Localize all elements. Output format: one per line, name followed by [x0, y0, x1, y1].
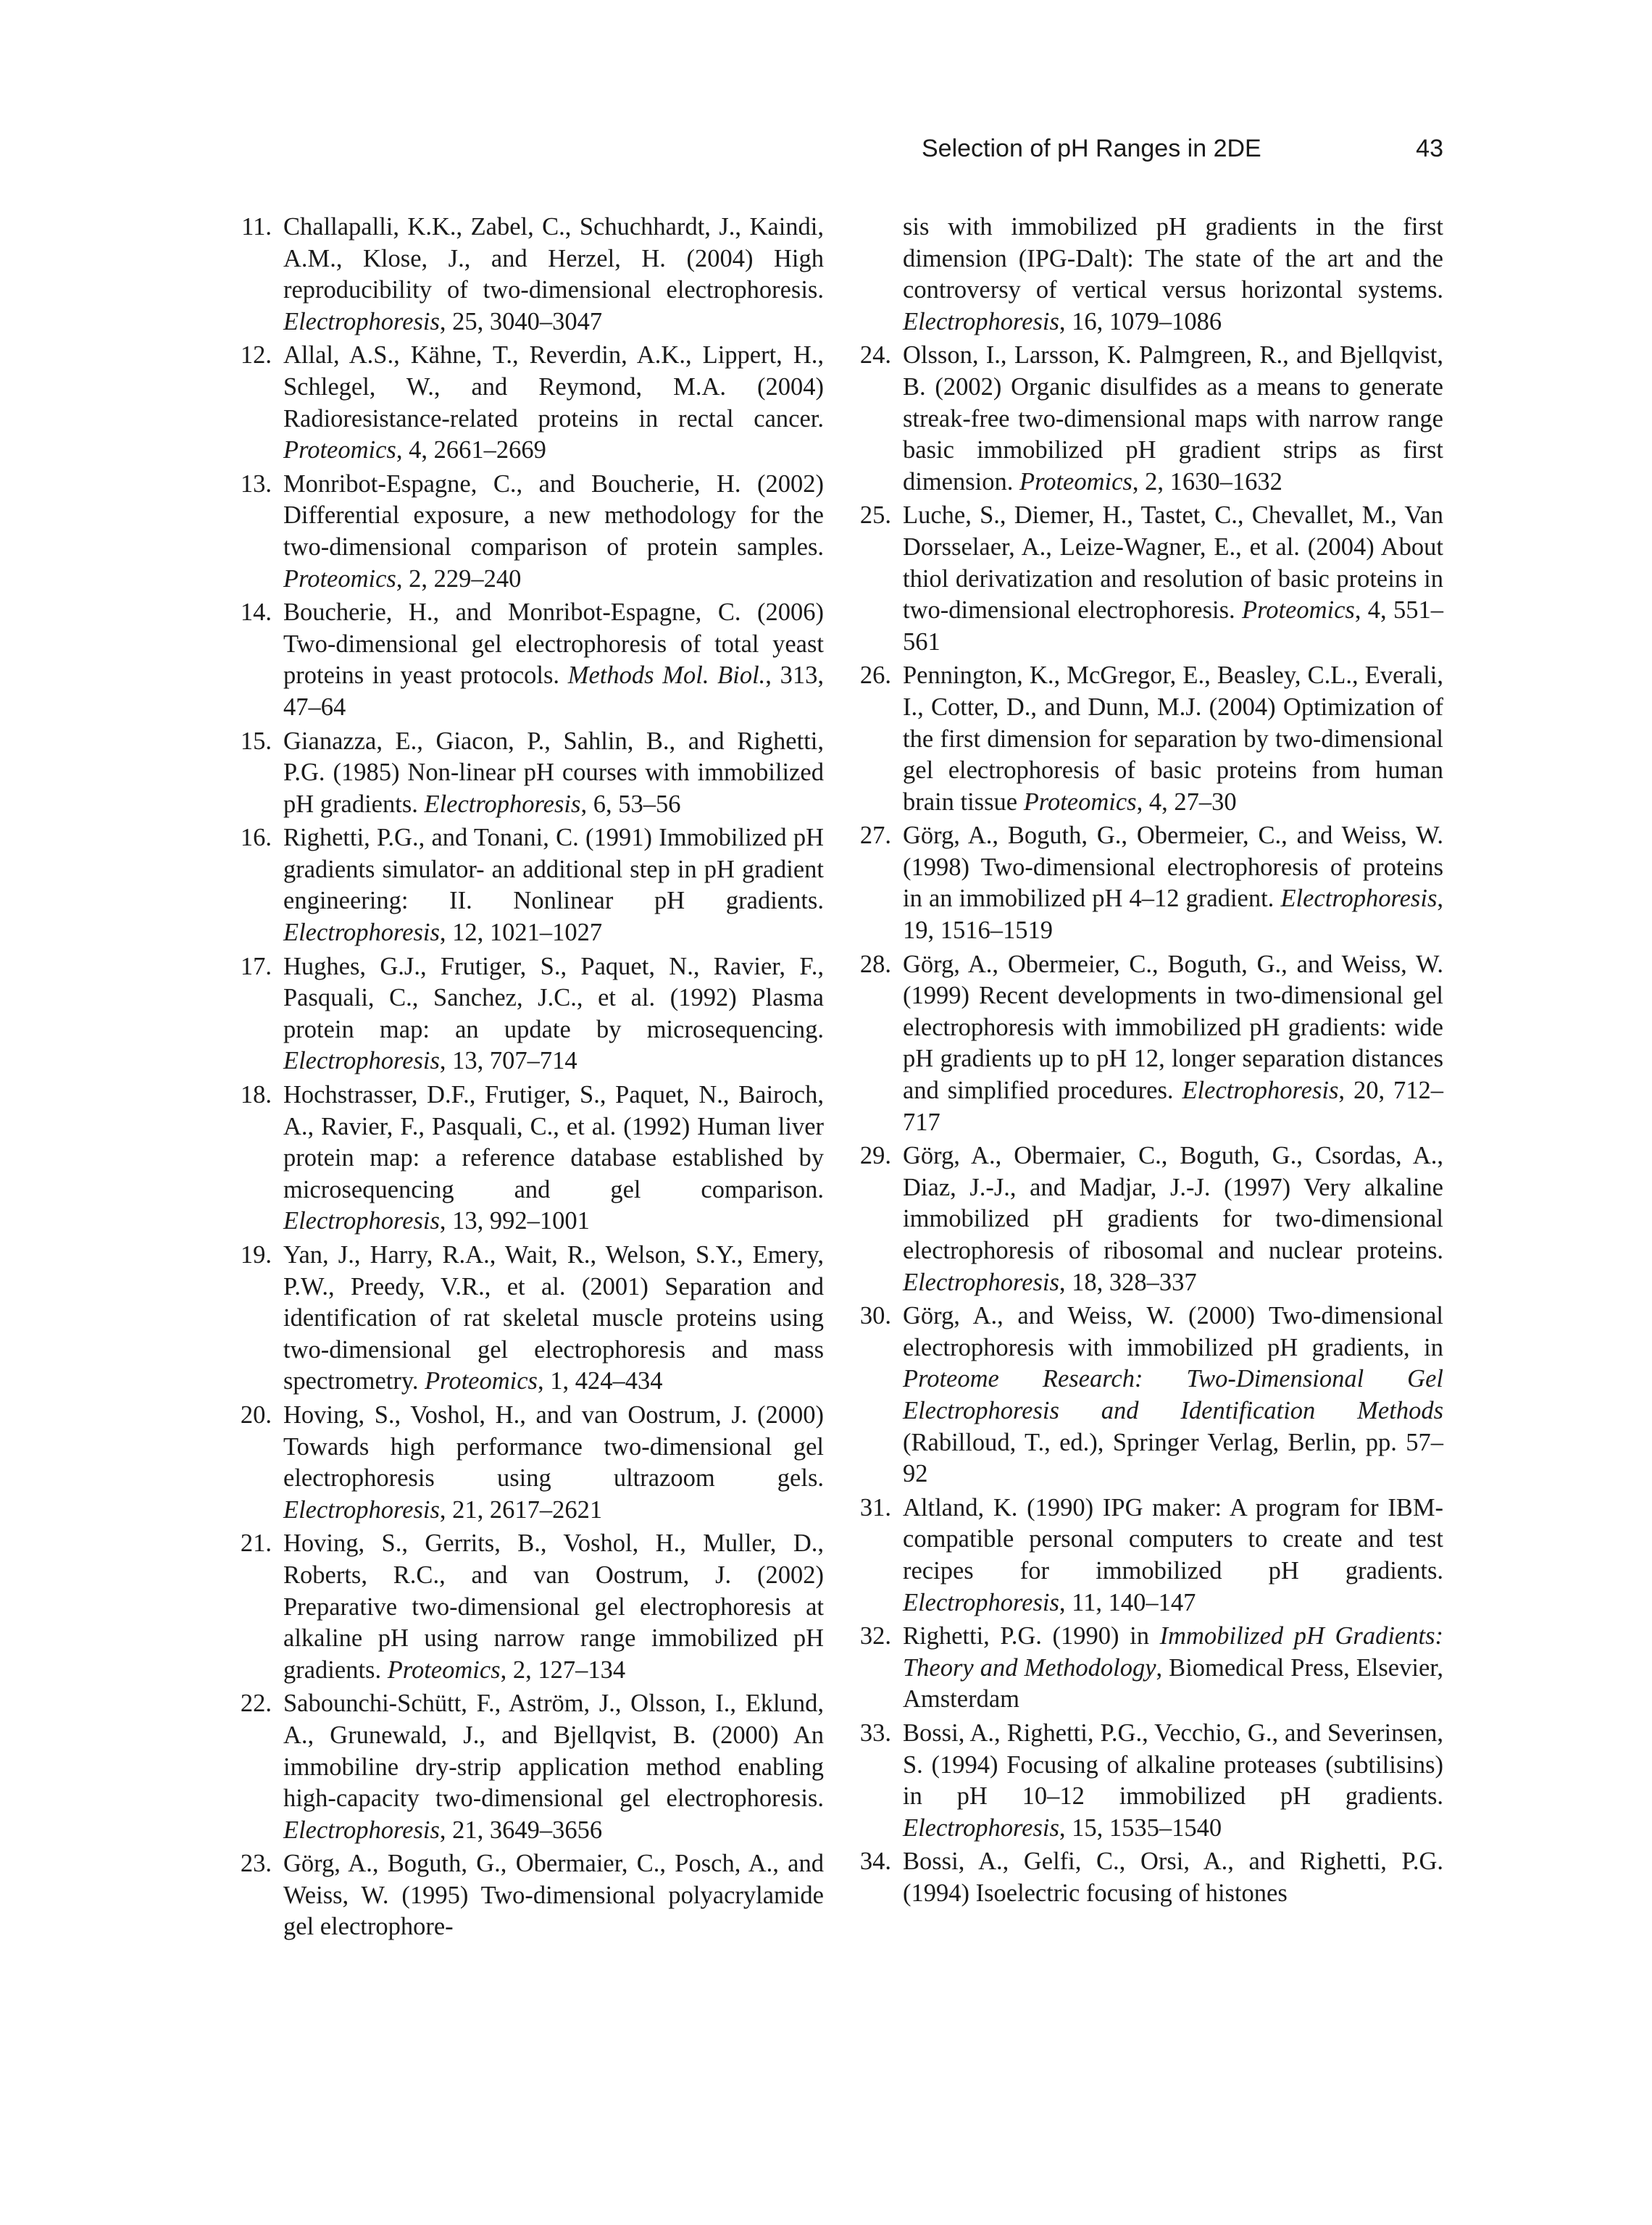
- journal-title: Electrophoresis: [903, 1588, 1059, 1616]
- reference-item: 18. Hochstrasser, D.F., Frutiger, S., Paquet, N., Bairoch, A., Ravier, F., Pasquali, C., et al. (1992) Human liver protein map: a reference database established by microsequencing and gel comparison. Electrophoresis, 13, 992–1001: [224, 1080, 824, 1237]
- journal-title: Proteomics: [1242, 596, 1355, 625]
- reference-number: 11.: [241, 213, 272, 241]
- reference-column-right: [843, 212, 1443, 1911]
- journal-title: Proteomics: [283, 564, 396, 593]
- journal-title: Electrophoresis: [283, 1495, 440, 1524]
- journal-title: Electrophoresis: [283, 1047, 440, 1075]
- reference-item: 31. Altland, K. (1990) IPG maker: A program for IBM-compatible personal computers to create and test recipes for immobilized pH gradients. Electrophoresis, 11, 140–147: [843, 1493, 1443, 1619]
- reference-item: 27. Görg, A., Boguth, G., Obermeier, C., and Weiss, W. (1998) Two-dimensional electrophoresis of proteins in an immobilized pH 4–12 gradient. Electrophoresis, 19, 1516–1519: [843, 820, 1443, 946]
- running-title: Selection of pH Ranges in 2DE: [922, 134, 1261, 162]
- reference-item: 34. Bossi, A., Gelfi, C., Orsi, A., and Righetti, P.G. (1994) Isoelectric focusing of histones: [843, 1846, 1443, 1909]
- reference-number: 16.: [240, 824, 272, 852]
- reference-number: 14.: [240, 598, 272, 627]
- reference-number: 34.: [859, 1848, 891, 1876]
- reference-item: 26. Pennington, K., McGregor, E., Beasley, C.L., Everali, I., Cotter, D., and Dunn, M.J. (2004) Optimization of the first dimension for separation by two-dimensional gel electrophoresis of basic proteins from human brain tissue Proteomics, 4, 27–30: [843, 660, 1443, 818]
- reference-number: 32.: [859, 1622, 891, 1650]
- reference-number: 33.: [859, 1719, 891, 1747]
- reference-number: 25.: [859, 501, 891, 530]
- reference-item: 14. Boucherie, H., and Monribot-Espagne, C. (2006) Two-dimensional gel electrophoresis of total yeast proteins in yeast protocols. Methods Mol. Biol., 313, 47–64: [224, 597, 824, 723]
- reference-number: 15.: [240, 727, 272, 755]
- reference-number: 12.: [240, 341, 272, 370]
- reference-number: 19.: [240, 1241, 272, 1269]
- journal-title: Electrophoresis: [1280, 885, 1438, 913]
- reference-column-left: [224, 212, 824, 1945]
- book-title: Immobilized pH Gradients: Theory and Methodology: [903, 1622, 1443, 1682]
- journal-title: Electrophoresis: [283, 919, 440, 947]
- journal-title: Proteomics: [283, 436, 396, 464]
- running-header: [922, 130, 1443, 167]
- reference-item: 28. Görg, A., Obermeier, C., Boguth, G., and Weiss, W. (1999) Recent developments in two-dimensional gel electrophoresis with immobilized pH gradients: wide pH gradients up to pH 12, longer separation distances and simplified procedures. Electrophoresis, 20, 712–717: [843, 949, 1443, 1139]
- reference-item: 19. Yan, J., Harry, R.A., Wait, R., Welson, S.Y., Emery, P.W., Preedy, V.R., et al. (2001) Separation and identification of rat skeletal muscle proteins using two-dimensional gel electrophoresis and mass spectrometry. Proteomics, 1, 424–434: [224, 1240, 824, 1398]
- reference-item: 25. Luche, S., Diemer, H., Tastet, C., Chevallet, M., Van Dorsselaer, A., Leize-Wagner, E., et al. (2004) About thiol derivatization and resolution of basic proteins in two-dimensional electrophoresis. Proteomics, 4, 551–561: [843, 500, 1443, 658]
- journal-title: Electrophoresis: [283, 1816, 440, 1844]
- journal-title: Electrophoresis: [903, 1813, 1059, 1842]
- reference-number: 31.: [859, 1493, 891, 1521]
- book-title: Proteome Research: Two-Dimensional Gel Electrophoresis and Identification Methods: [903, 1365, 1443, 1424]
- reference-number: 27.: [859, 822, 891, 850]
- reference-number: 26.: [859, 661, 891, 690]
- reference-item: 15. Gianazza, E., Giacon, P., Sahlin, B., and Righetti, P.G. (1985) Non-linear pH courses with immobilized pH gradients. Electrophoresis, 6, 53–56: [224, 726, 824, 821]
- reference-item: 29. Görg, A., Obermaier, C., Boguth, G., Csordas, A., Diaz, J.-J., and Madjar, J.-J. (1997) Very alkaline immobilized pH gradients for two-dimensional electrophoresis of ribosomal and nuclear proteins. Electrophoresis, 18, 328–337: [843, 1140, 1443, 1298]
- journal-title: Electrophoresis: [283, 307, 440, 335]
- reference-item: 30. Görg, A., and Weiss, W. (2000) Two-dimensional electrophoresis with immobilized pH gradients, in Proteome Research: Two-Dimensional Gel Electrophoresis and Identification Methods (Rabilloud, T., ed.), Springer Verlag, Berlin, pp. 57–92: [843, 1301, 1443, 1490]
- reference-item: 21. Hoving, S., Gerrits, B., Voshol, H., Muller, D., Roberts, R.C., and van Oostrum, J. (2002) Preparative two-dimensional gel electrophoresis at alkaline pH using narrow range immobilized pH gradients. Proteomics, 2, 127–134: [224, 1528, 824, 1686]
- reference-item: 32. Righetti, P.G. (1990) in Immobilized pH Gradients: Theory and Methodology, Biomedical Press, Elsevier, Amsterdam: [843, 1621, 1443, 1716]
- journal-title: Proteomics: [1019, 467, 1132, 496]
- reference-continuation: sis with immobilized pH gradients in the first dimension (IPG-Dalt): The state of the art and the controversy of vertical versus horizontal systems. Electrophoresis, 16, 1079–1086: [903, 213, 1443, 335]
- journal-title: Proteomics: [425, 1367, 538, 1395]
- reference-item: 12. Allal, A.S., Kähne, T., Reverdin, A.K., Lippert, H., Schlegel, W., and Reymond, M.A. (2004) Radioresistance-related proteins in rectal cancer. Proteomics, 4, 2661–2669: [224, 340, 824, 466]
- reference-item: 33. Bossi, A., Righetti, P.G., Vecchio, G., and Severinsen, S. (1994) Focusing of alkaline proteases (subtilisins) in pH 10–12 immobilized pH gradients. Electrophoresis, 15, 1535–1540: [843, 1718, 1443, 1844]
- reference-number: 13.: [240, 469, 272, 498]
- journal-title: Proteomics: [387, 1656, 501, 1684]
- reference-number: 22.: [240, 1690, 272, 1718]
- reference-number: 29.: [859, 1142, 891, 1170]
- reference-item: 20. Hoving, S., Voshol, H., and van Oostrum, J. (2000) Towards high performance two-dimensional gel electrophoresis using ultrazoom gels. Electrophoresis, 21, 2617–2621: [224, 1400, 824, 1526]
- journal-title: Electrophoresis: [283, 1207, 440, 1235]
- reference-item: 23. Görg, A., Boguth, G., Obermaier, C., Posch, A., and Weiss, W. (1995) Two-dimensional polyacrylamide gel electrophore-: [224, 1848, 824, 1943]
- reference-item: 13. Monribot-Espagne, C., and Boucherie, H. (2002) Differential exposure, a new methodology for the two-dimensional comparison of protein samples. Proteomics, 2, 229–240: [224, 469, 824, 595]
- reference-item: 16. Righetti, P.G., and Tonani, C. (1991) Immobilized pH gradients simulator- an additional step in pH gradient engineering: II. Nonlinear pH gradients. Electrophoresis, 12, 1021–1027: [224, 822, 824, 948]
- reference-item: 11. Challapalli, K.K., Zabel, C., Schuchhardt, J., Kaindi, A.M., Klose, J., and Herzel, H. (2004) High reproducibility of two-dimensional electrophoresis. Electrophoresis, 25, 3040–3047: [224, 212, 824, 338]
- page-number: 43: [1416, 134, 1443, 162]
- reference-number: 17.: [240, 952, 272, 980]
- reference-number: 30.: [859, 1302, 891, 1330]
- reference-item: 24. Olsson, I., Larsson, K. Palmgreen, R., and Bjellqvist, B. (2002) Organic disulfides as a means to generate streak-free two-dimensional maps with narrow range basic immobilized pH gradient strips as first dimension. Proteomics, 2, 1630–1632: [843, 340, 1443, 498]
- reference-item: 17. Hughes, G.J., Frutiger, S., Paquet, N., Ravier, F., Pasquali, C., Sanchez, J.C., et al. (1992) Plasma protein map: an update by microsequencing. Electrophoresis, 13, 707–714: [224, 951, 824, 1077]
- reference-number: 20.: [240, 1400, 272, 1429]
- reference-number: 18.: [240, 1081, 272, 1109]
- journal-title: Electrophoresis: [1182, 1077, 1339, 1105]
- journal-title: Electrophoresis: [424, 790, 581, 818]
- reference-number: 28.: [859, 950, 891, 978]
- reference-number: 24.: [859, 341, 891, 370]
- journal-title: Proteomics: [1023, 788, 1137, 816]
- reference-number: 23.: [240, 1850, 272, 1878]
- journal-title: Methods Mol. Biol.: [567, 661, 766, 690]
- reference-number: 21.: [240, 1529, 272, 1558]
- journal-title: Electrophoresis: [903, 307, 1059, 335]
- reference-item: 22. Sabounchi-Schütt, F., Aström, J., Olsson, I., Eklund, A., Grunewald, J., and Bjellqvist, B. (2000) An immobiline dry-strip application method enabling high-capacity two-dimensional gel electrophoresis. Electrophoresis, 21, 3649–3656: [224, 1688, 824, 1846]
- journal-title: Electrophoresis: [903, 1268, 1059, 1296]
